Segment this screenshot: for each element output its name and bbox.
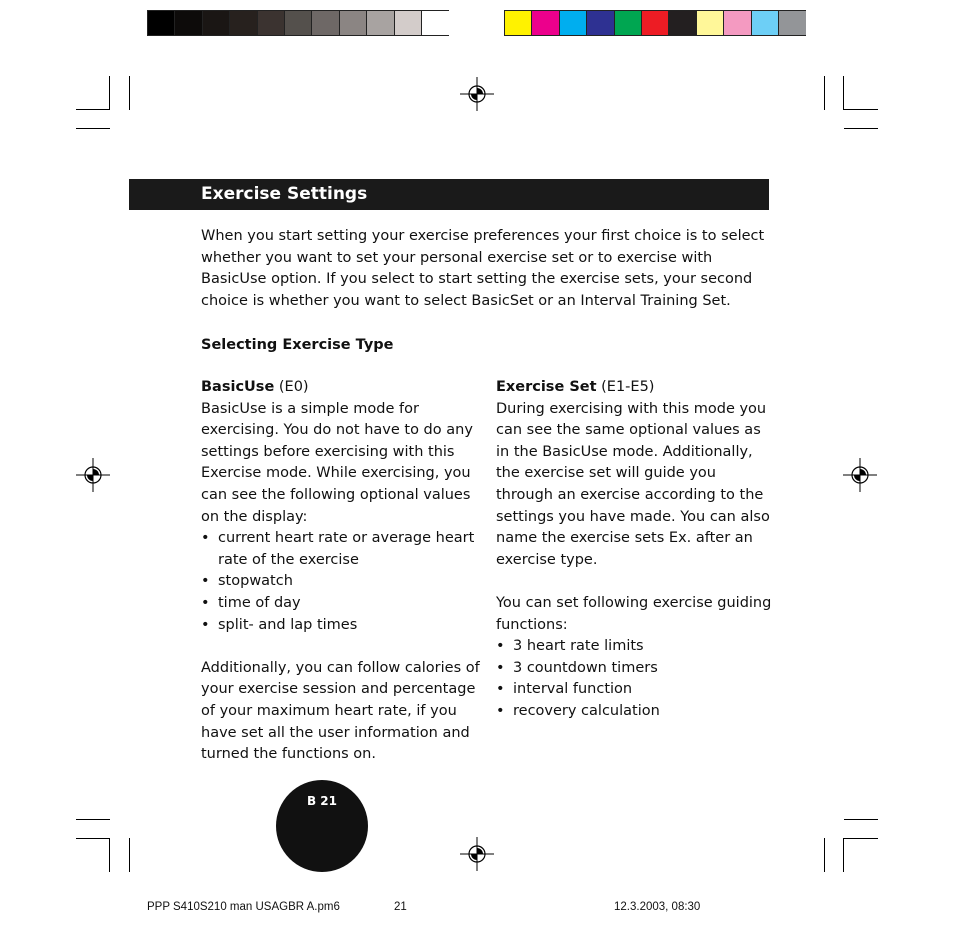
registration-mark-icon <box>460 77 494 111</box>
color-calibration-bar <box>504 10 806 36</box>
exercise-set-paragraph-2: You can set following exercise guiding functions: <box>496 594 772 633</box>
crop-mark <box>76 109 110 110</box>
crop-mark <box>844 819 878 820</box>
exercise-set-column <box>496 377 774 723</box>
section-header-bar <box>129 179 769 210</box>
exercise-set-heading <box>496 377 774 399</box>
color-swatch <box>587 11 614 35</box>
color-swatch <box>697 11 724 35</box>
list-item: • 3 countdown timers <box>496 658 774 680</box>
section-title: Exercise Settings <box>201 184 368 204</box>
crop-mark <box>76 128 110 129</box>
basicuse-paragraph-2: Additionally, you can follow calories of your exercise session and percentage of your maximum heart rate, if you have set all the user information and turned the functions on. <box>201 659 480 763</box>
exercise-set-bullet-list <box>496 636 774 722</box>
footer-date: 12.3.2003, 08:30 <box>614 901 701 913</box>
registration-mark-icon <box>843 458 877 492</box>
color-swatch <box>505 11 532 35</box>
page-number: B 21 <box>306 794 338 808</box>
exercise-set-heading-code: (E1-E5) <box>596 379 655 395</box>
crop-mark <box>844 128 878 129</box>
list-item: • interval function <box>496 679 774 701</box>
gray-calibration-bar <box>147 10 449 36</box>
basicuse-column <box>201 377 487 766</box>
basicuse-heading-bold: BasicUse <box>201 379 275 395</box>
exercise-set-paragraph: During exercising with this mode you can see the same optional values as in the BasicUse mode. Additionally, the exercise set will guide you through an exercise according to the settings you have made. You can also name the exercise sets Ex. after an exercise type. <box>496 400 770 568</box>
crop-mark <box>844 838 878 839</box>
list-item: • time of day <box>201 593 487 615</box>
crop-mark <box>824 76 825 110</box>
exercise-set-heading-bold: Exercise Set <box>496 379 597 395</box>
crop-mark <box>76 838 110 839</box>
crop-mark <box>109 838 110 872</box>
color-swatch <box>779 11 806 35</box>
color-swatch <box>560 11 587 35</box>
crop-mark <box>129 76 130 110</box>
crop-mark <box>129 838 130 872</box>
color-swatch <box>669 11 696 35</box>
page-number-badge <box>276 780 368 872</box>
registration-mark-icon <box>76 458 110 492</box>
crop-mark <box>844 109 878 110</box>
registration-mark-icon <box>460 837 494 871</box>
footer-filename: PPP S410S210 man USAGBR A.pm6 <box>147 901 340 913</box>
color-swatch <box>340 11 367 35</box>
color-swatch <box>642 11 669 35</box>
color-swatch <box>615 11 642 35</box>
color-swatch <box>367 11 394 35</box>
color-swatch <box>312 11 339 35</box>
basicuse-heading-code: (E0) <box>274 379 309 395</box>
intro-paragraph: When you start setting your exercise preferences your first choice is to select whether you want to set your personal exercise set or to exercise with BasicUse option. If you select to start setting the exercise sets, your second choice is whether you want to select BasicSet or an Interval Training Set. <box>201 228 765 309</box>
color-swatch <box>395 11 422 35</box>
basicuse-heading <box>201 377 487 399</box>
list-item: • 3 heart rate limits <box>496 636 774 658</box>
color-swatch <box>148 11 175 35</box>
color-swatch <box>258 11 285 35</box>
crop-mark <box>824 838 825 872</box>
crop-mark <box>109 76 110 110</box>
crop-mark <box>843 838 844 872</box>
crop-mark <box>76 819 110 820</box>
list-item: • current heart rate or average heart rate of the exercise <box>201 528 487 571</box>
crop-mark <box>843 76 844 110</box>
basicuse-paragraph: BasicUse is a simple mode for exercising. You do not have to do any settings before exercising with this Exercise mode. While exercising, you can see the following optional values on the display: <box>201 400 473 525</box>
list-item: • split- and lap times <box>201 615 487 637</box>
subheading: Selecting Exercise Type <box>201 337 394 353</box>
footer-page: 21 <box>394 901 407 913</box>
color-swatch <box>230 11 257 35</box>
color-swatch <box>422 11 449 35</box>
color-swatch <box>724 11 751 35</box>
color-swatch <box>175 11 202 35</box>
list-item: • recovery calculation <box>496 701 774 723</box>
basicuse-bullet-list <box>201 528 487 636</box>
color-swatch <box>752 11 779 35</box>
color-swatch <box>532 11 559 35</box>
color-swatch <box>203 11 230 35</box>
list-item: • stopwatch <box>201 571 487 593</box>
color-swatch <box>285 11 312 35</box>
